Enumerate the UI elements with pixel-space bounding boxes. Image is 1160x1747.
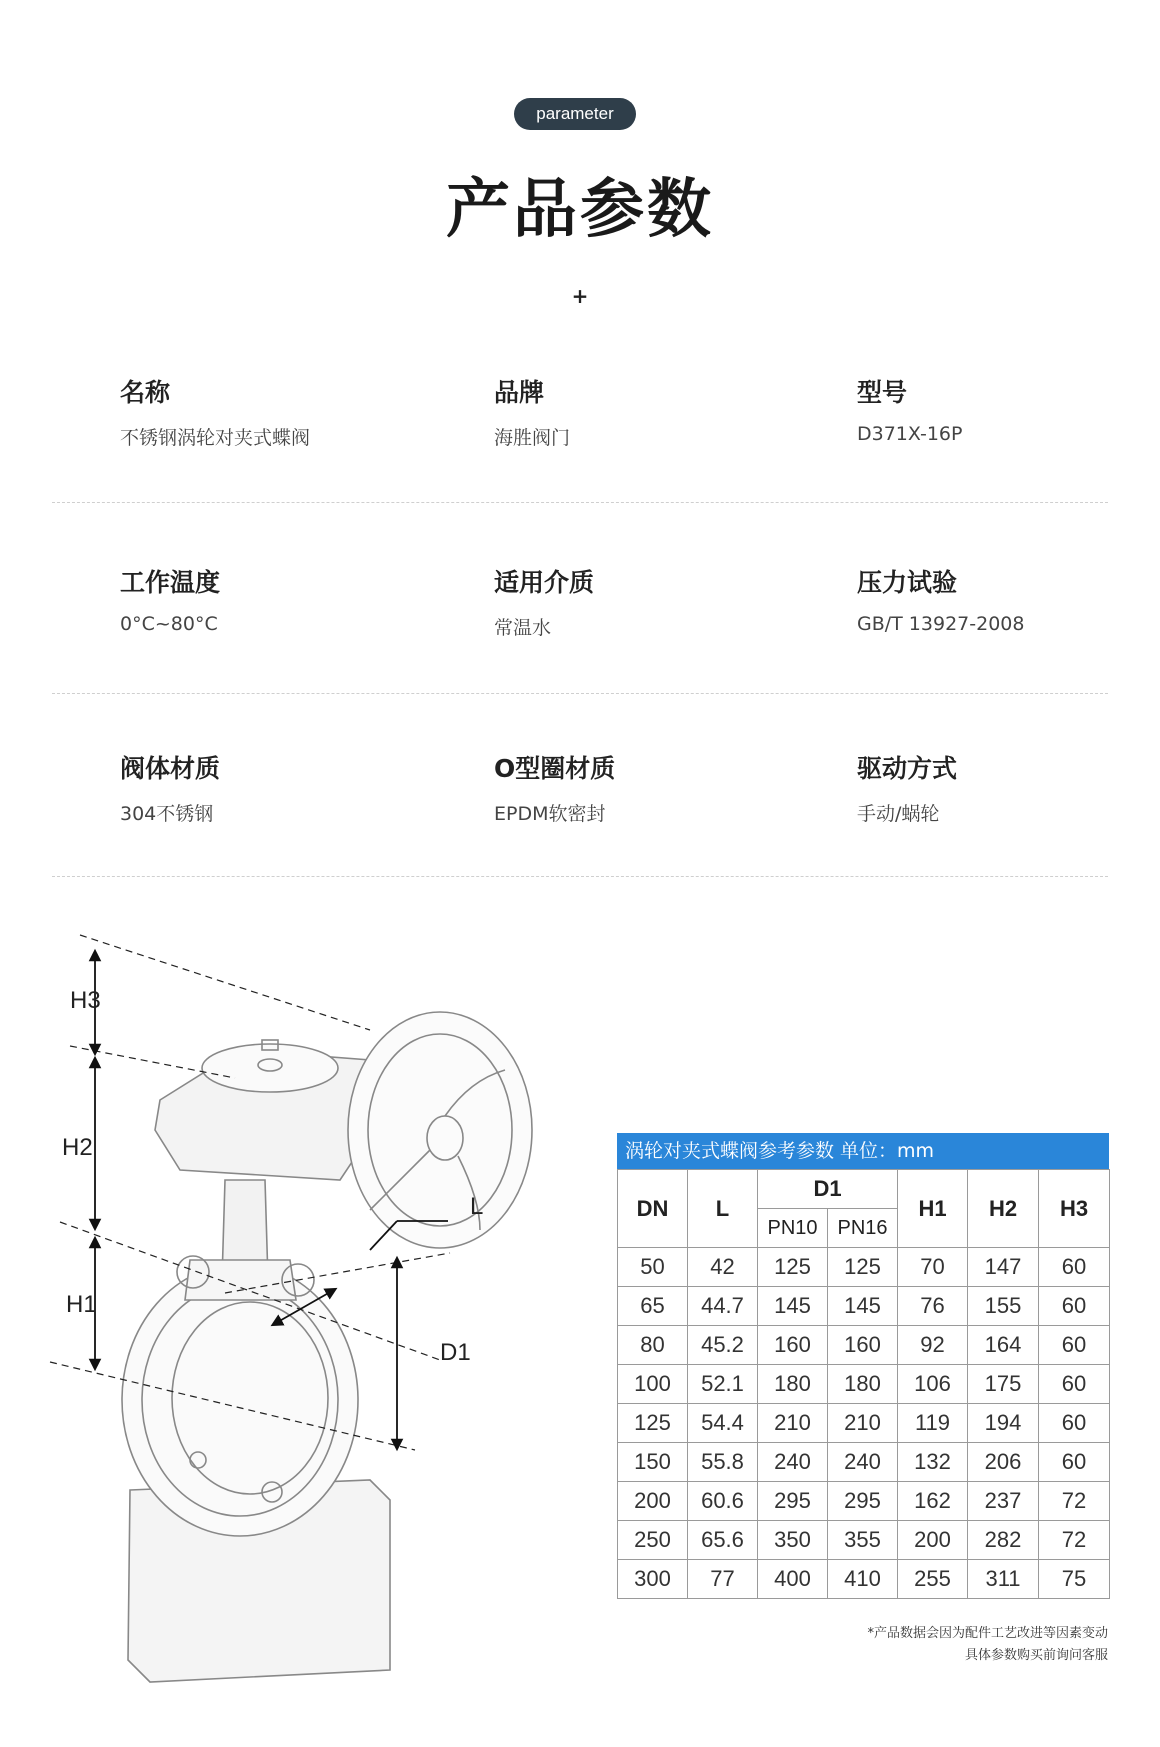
- table-cell: 60: [1039, 1287, 1110, 1326]
- param-value: 0°C~80°C: [120, 613, 218, 635]
- table-cell: 92: [898, 1326, 968, 1365]
- header-h1: H1: [898, 1170, 968, 1248]
- table-cell: 65: [618, 1287, 688, 1326]
- table-row: [618, 1560, 1110, 1599]
- table-cell: 76: [898, 1287, 968, 1326]
- table-cell: 54.4: [688, 1404, 758, 1443]
- table-cell: 60: [1039, 1326, 1110, 1365]
- table-cell: 65.6: [688, 1521, 758, 1560]
- table-cell: 180: [758, 1365, 828, 1404]
- param-work-temp: [120, 563, 220, 635]
- param-model: [857, 373, 962, 445]
- param-label: 阀体材质: [120, 754, 221, 783]
- header-pn16: PN16: [828, 1209, 898, 1248]
- param-label: 适用介质: [494, 568, 595, 597]
- label-d1: D1: [440, 1339, 471, 1366]
- param-label: 型号: [857, 378, 908, 407]
- param-label: O型圈材质: [494, 754, 616, 783]
- table-cell: 145: [828, 1287, 898, 1326]
- table-cell: 77: [688, 1560, 758, 1599]
- page-title: 产品参数: [446, 173, 714, 247]
- table-cell: 194: [968, 1404, 1039, 1443]
- table-cell: 75: [1039, 1560, 1110, 1599]
- label-l: L: [470, 1193, 484, 1220]
- param-pressure-test: [857, 563, 1024, 635]
- table-row: [618, 1326, 1110, 1365]
- table-cell: 255: [898, 1560, 968, 1599]
- table-cell: 125: [828, 1248, 898, 1287]
- table-cell: 295: [828, 1482, 898, 1521]
- table-cell: 132: [898, 1443, 968, 1482]
- table-row: [618, 1404, 1110, 1443]
- header-h3: H3: [1039, 1170, 1110, 1248]
- table-cell: 60: [1039, 1365, 1110, 1404]
- param-value: 304不锈钢: [120, 803, 214, 825]
- table-cell: 147: [968, 1248, 1039, 1287]
- table-cell: 240: [828, 1443, 898, 1482]
- label-h1: H1: [66, 1291, 97, 1318]
- note-line-2: 具体参数购买前询问客服: [964, 1648, 1108, 1663]
- param-label: 工作温度: [120, 568, 221, 597]
- spec-table-panel: [617, 1133, 1109, 1599]
- header-h2: H2: [968, 1170, 1039, 1248]
- table-cell: 175: [968, 1365, 1039, 1404]
- table-cell: 250: [618, 1521, 688, 1560]
- valve-dimension-drawing: [40, 987, 560, 1710]
- header-dn: DN: [618, 1170, 688, 1248]
- table-cell: 125: [618, 1404, 688, 1443]
- divider: [52, 693, 1108, 694]
- table-cell: 44.7: [688, 1287, 758, 1326]
- param-label: 压力试验: [857, 568, 958, 597]
- param-value: D371X-16P: [857, 423, 963, 445]
- table-header-row: [618, 1170, 1110, 1209]
- table-cell: 210: [828, 1404, 898, 1443]
- table-cell: 145: [758, 1287, 828, 1326]
- table-cell: 300: [618, 1560, 688, 1599]
- table-caption: 涡轮对夹式蝶阀参考参数 单位：mm: [617, 1133, 1109, 1169]
- note-line-1: *产品数据会因为配件工艺改进等因素变动: [867, 1626, 1108, 1641]
- table-cell: 60: [1039, 1443, 1110, 1482]
- table-cell: 72: [1039, 1521, 1110, 1560]
- table-row: [618, 1482, 1110, 1521]
- table-cell: 160: [758, 1326, 828, 1365]
- table-cell: 80: [618, 1326, 688, 1365]
- param-brand: [494, 373, 570, 450]
- table-row: [618, 1248, 1110, 1287]
- plus-icon: +: [571, 284, 589, 308]
- table-cell: 60.6: [688, 1482, 758, 1521]
- param-value: 海胜阀门: [494, 427, 571, 449]
- table-cell: 410: [828, 1560, 898, 1599]
- divider: [52, 876, 1108, 877]
- table-cell: 400: [758, 1560, 828, 1599]
- table-cell: 200: [618, 1482, 688, 1521]
- disclaimer-note: [867, 1623, 1108, 1667]
- table-row: [618, 1521, 1110, 1560]
- table-cell: 164: [968, 1326, 1039, 1365]
- table-cell: 240: [758, 1443, 828, 1482]
- table-cell: 282: [968, 1521, 1039, 1560]
- table-cell: 100: [618, 1365, 688, 1404]
- table-cell: 162: [898, 1482, 968, 1521]
- label-h3: H3: [70, 987, 101, 1014]
- table-cell: 55.8: [688, 1443, 758, 1482]
- param-label: 驱动方式: [857, 754, 958, 783]
- header-pn10: PN10: [758, 1209, 828, 1248]
- table-cell: 210: [758, 1404, 828, 1443]
- header-l: L: [688, 1170, 758, 1248]
- table-row: [618, 1443, 1110, 1482]
- param-value: 不锈钢涡轮对夹式蝶阀: [120, 427, 311, 449]
- param-drive-mode: [857, 749, 957, 826]
- table-cell: 60: [1039, 1404, 1110, 1443]
- table-cell: 119: [898, 1404, 968, 1443]
- spec-table: [617, 1169, 1110, 1599]
- param-value: 手动/蜗轮: [857, 803, 940, 825]
- param-value: 常温水: [494, 617, 552, 639]
- table-cell: 125: [758, 1248, 828, 1287]
- table-cell: 70: [898, 1248, 968, 1287]
- table-cell: 60: [1039, 1248, 1110, 1287]
- table-cell: 106: [898, 1365, 968, 1404]
- label-h2: H2: [62, 1134, 93, 1161]
- table-cell: 50: [618, 1248, 688, 1287]
- table-cell: 295: [758, 1482, 828, 1521]
- divider: [52, 502, 1108, 503]
- table-cell: 355: [828, 1521, 898, 1560]
- parameter-badge: parameter: [514, 98, 636, 130]
- param-value: GB/T 13927-2008: [857, 613, 1025, 635]
- table-cell: 350: [758, 1521, 828, 1560]
- table-row: [618, 1365, 1110, 1404]
- table-cell: 180: [828, 1365, 898, 1404]
- table-cell: 206: [968, 1443, 1039, 1482]
- table-cell: 237: [968, 1482, 1039, 1521]
- param-value: EPDM软密封: [494, 803, 606, 825]
- table-cell: 155: [968, 1287, 1039, 1326]
- header-d1: D1: [758, 1170, 898, 1209]
- table-cell: 45.2: [688, 1326, 758, 1365]
- param-body-material: [120, 749, 220, 826]
- table-cell: 42: [688, 1248, 758, 1287]
- table-cell: 160: [828, 1326, 898, 1365]
- param-label: 名称: [120, 378, 171, 407]
- param-name: [120, 373, 310, 450]
- table-cell: 52.1: [688, 1365, 758, 1404]
- table-body: [618, 1248, 1110, 1599]
- table-row: [618, 1287, 1110, 1326]
- table-cell: 150: [618, 1443, 688, 1482]
- table-cell: 200: [898, 1521, 968, 1560]
- param-medium: [494, 563, 594, 640]
- table-cell: 311: [968, 1560, 1039, 1599]
- table-cell: 72: [1039, 1482, 1110, 1521]
- param-oring-material: [494, 749, 615, 826]
- param-label: 品牌: [494, 378, 545, 407]
